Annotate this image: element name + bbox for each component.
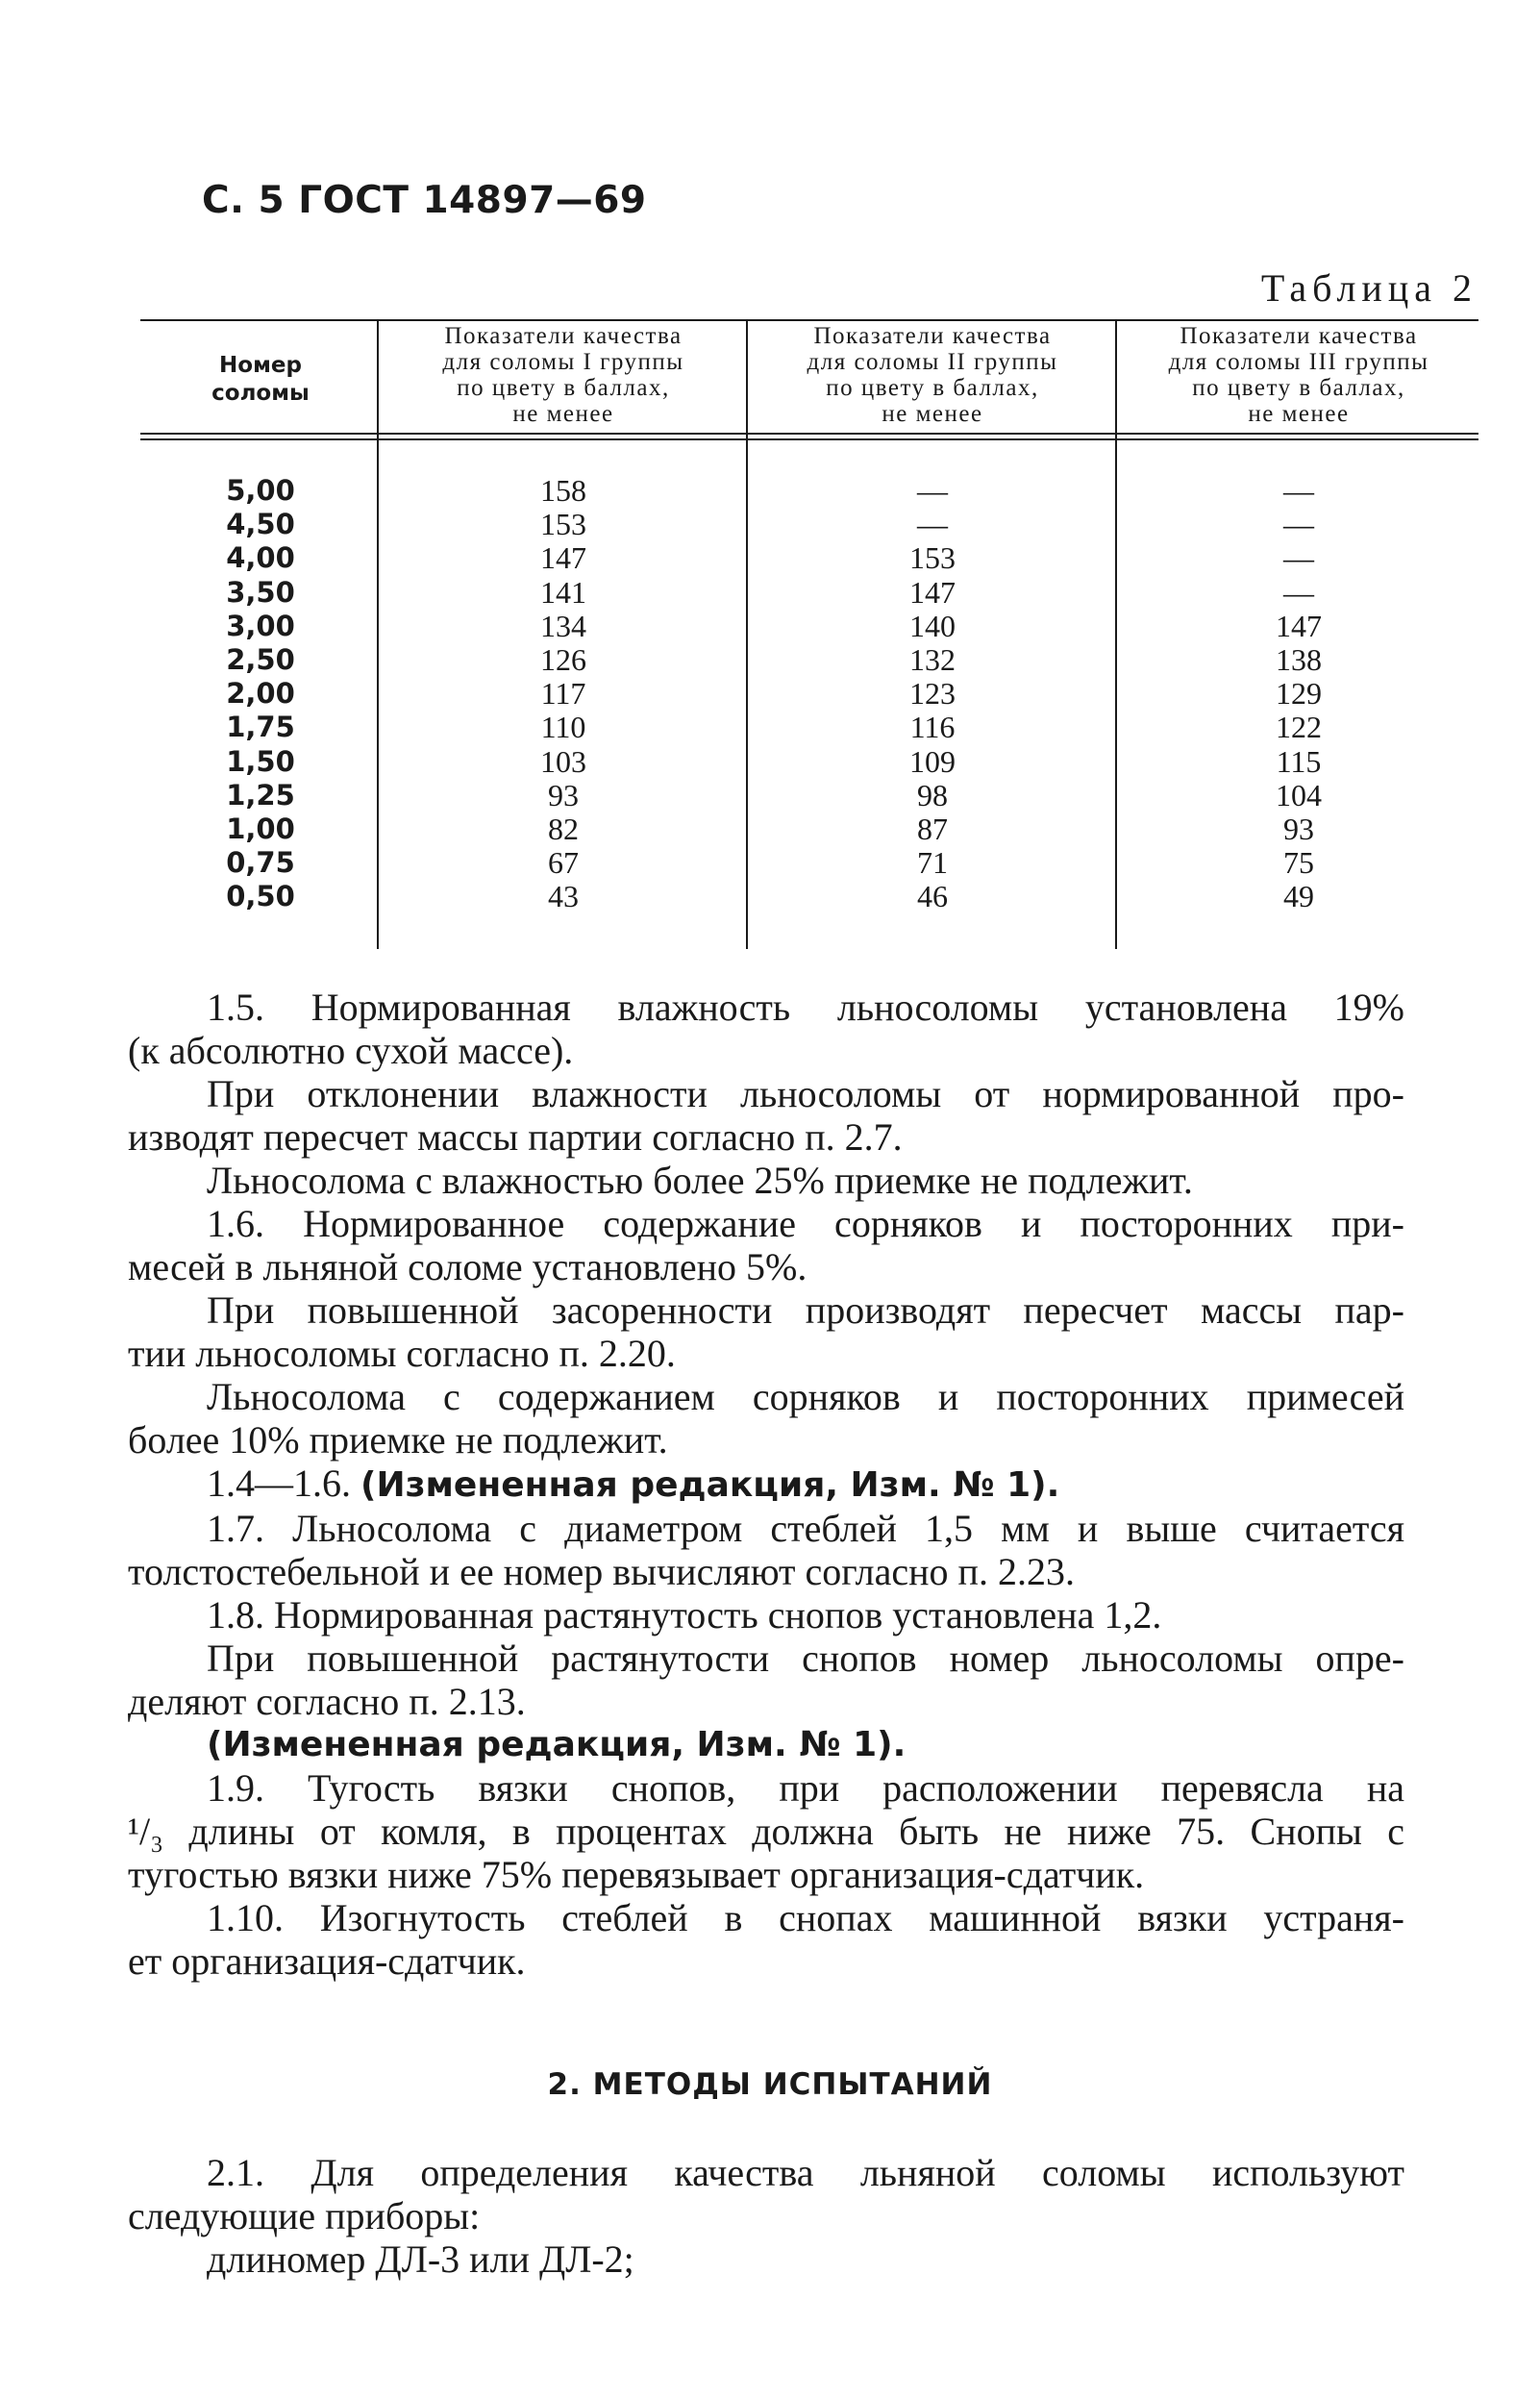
text-line: деляют согласно п. 2.13. (128, 1680, 526, 1723)
table-cell: 123 (909, 676, 956, 712)
table-cell: — (1283, 540, 1314, 576)
table-cell: 153 (540, 507, 586, 542)
text-line: (Измененная редакция, Изм. № 1). (207, 1725, 907, 1764)
text-line: (к абсолютно сухой массе). (128, 1029, 574, 1072)
text-line: Льносолома с содержанием сорняков и посторонних примесей (207, 1375, 1404, 1418)
table-cell: 93 (548, 777, 579, 812)
text-line: При повышенной растянутости снопов номер льносоломы опре- (207, 1637, 1404, 1680)
table-cell: 153 (909, 540, 956, 576)
text-line: ет организация-сдатчик. (128, 1939, 526, 1983)
table-cell: 43 (548, 879, 579, 914)
text-line: 1.6. Нормированное содержание сорняков и посторонних при- (207, 1202, 1404, 1245)
text-line: При повышенной засоренности производят пересчет массы пар- (207, 1288, 1404, 1332)
text-line: 1.8. Нормированная растянутость снопов установлена 1,2. (207, 1593, 1162, 1637)
column-group-1 (381, 474, 746, 913)
table-cell: 117 (540, 676, 586, 712)
text-line: При отклонении влажности льносоломы от нормированной про- (207, 1072, 1404, 1115)
table-cell: 3,00 (226, 609, 295, 642)
section-body-text (128, 2151, 1483, 2281)
table-cell: 75 (1283, 845, 1314, 881)
column-group-2 (750, 474, 1115, 913)
table-cell: 109 (909, 743, 956, 779)
table-cell: — (1283, 507, 1314, 542)
text-line: 1.9. Тугость вязки снопов, при расположении перевясла на (207, 1766, 1404, 1810)
table-cell: 4,50 (226, 508, 295, 541)
table-cell: 141 (540, 574, 586, 610)
section-title: 2. МЕТОДЫ ИСПЫТАНИЙ (547, 2067, 993, 2102)
table-cell: 147 (540, 540, 586, 576)
text-line: Льносолома с влажностью более 25% приемке не подлежит. (207, 1159, 1193, 1202)
text-line: толстостебельной и ее номер вычисляют согласно п. 2.23. (128, 1550, 1075, 1593)
table-cell: 49 (1283, 879, 1314, 914)
table-cell: 103 (540, 743, 586, 779)
table-cell: — (917, 473, 948, 508)
body-text (128, 986, 1483, 1983)
table-cell: 129 (1276, 676, 1322, 712)
table-cell: 126 (540, 641, 586, 677)
text-line: месей в льняной соломе установлено 5%. (128, 1245, 807, 1288)
column-group-3 (1119, 474, 1478, 913)
table-cell: 1,00 (226, 812, 295, 845)
table-cell: 87 (917, 811, 948, 846)
table-cell: 0,75 (226, 846, 295, 880)
table-cell: 93 (1283, 811, 1314, 846)
table-caption: Таблица 2 (1260, 266, 1478, 310)
table-cell: — (917, 507, 948, 542)
table-cell: 115 (1276, 743, 1322, 779)
table-cell: 5,00 (226, 474, 295, 507)
table-cell: 98 (917, 777, 948, 812)
text-line: 2.1. Для определения качества льняной соломы используют (207, 2151, 1404, 2194)
text-line: ¹/₃ длины от комля, в процентах должна быть не ниже 75. Снопы с (128, 1810, 1404, 1853)
table-cell: 1,50 (226, 744, 295, 778)
table-cell: — (1283, 473, 1314, 508)
table-cell: 140 (909, 608, 956, 643)
text-line: тии льносоломы согласно п. 2.20. (128, 1332, 676, 1375)
table-cell: 1,25 (226, 778, 295, 812)
text-line: 1.10. Изогнутость стеблей в снопах машинной вязки устраня- (207, 1896, 1404, 1939)
text-line: более 10% приемке не подлежит. (128, 1418, 668, 1462)
table-cell: 71 (917, 845, 948, 881)
table-cell: 122 (1276, 710, 1322, 745)
table-cell: 138 (1276, 641, 1322, 677)
header-group-1: Показатели качества для соломы I группы по цвету в баллах, не менее (442, 323, 684, 427)
table-cell: 4,00 (226, 541, 295, 575)
table-cell: 104 (1276, 777, 1322, 812)
table-cell: 3,50 (226, 575, 295, 609)
text-line: 1.4—1.6. (Измененная редакция, Изм. № 1). (207, 1462, 1060, 1505)
table-cell: 1,75 (226, 711, 295, 744)
table-cell: — (1283, 574, 1314, 610)
header-group-2: Показатели качества для соломы II группы по цвету в баллах, не менее (807, 323, 1058, 427)
text-line: 1.7. Льносолома с диаметром стеблей 1,5 мм и выше считается (207, 1507, 1404, 1550)
text-line: длиномер ДЛ-3 или ДЛ-2; (207, 2237, 634, 2281)
text-line: 1.5. Нормированная влажность льносоломы установлена 19% (207, 986, 1404, 1029)
table-cell: 82 (548, 811, 579, 846)
table-cell: 147 (909, 574, 956, 610)
column-straw-number (179, 474, 342, 913)
table-cell: 0,50 (226, 880, 295, 913)
text-line: изводят пересчет массы партии согласно п. 2.7. (128, 1115, 903, 1159)
table-cell: 67 (548, 845, 579, 881)
table-cell: 2,00 (226, 677, 295, 711)
table-cell: 132 (909, 641, 956, 677)
table-cell: 110 (540, 710, 586, 745)
table-cell: 116 (909, 710, 956, 745)
table-cell: 147 (1276, 608, 1322, 643)
header-straw-number: Номер соломы (211, 353, 310, 406)
table-cell: 158 (540, 473, 586, 508)
header-group-3: Показатели качества для соломы III группы по цвету в баллах, не менее (1168, 323, 1429, 427)
table-cell: 46 (917, 879, 948, 914)
quality-table (140, 319, 1478, 949)
table-cell: 134 (540, 608, 586, 643)
text-line: тугостью вязки ниже 75% перевязывает организация-сдатчик. (128, 1853, 1145, 1896)
table-cell: 2,50 (226, 642, 295, 676)
page-header: С. 5 ГОСТ 14897—69 (202, 179, 647, 222)
text-line: следующие приборы: (128, 2194, 481, 2237)
